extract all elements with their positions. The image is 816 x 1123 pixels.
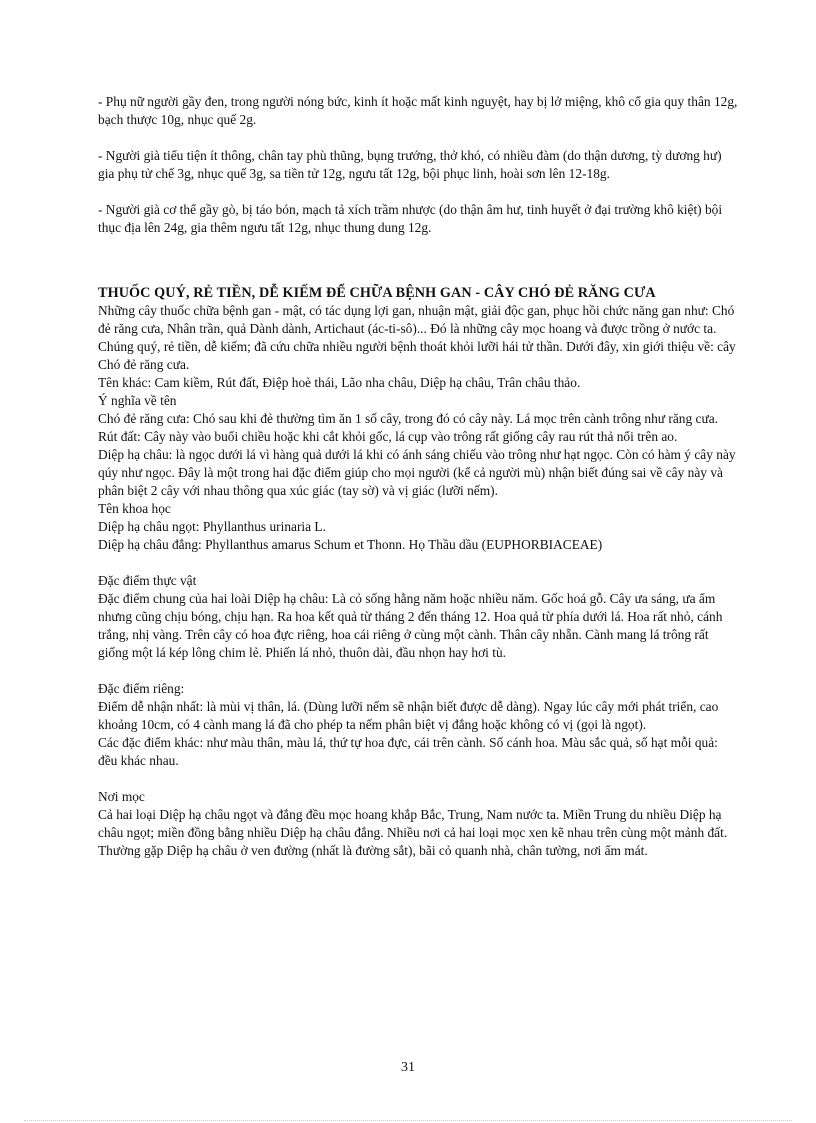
scientific-name-sweet: Diệp hạ châu ngọt: Phyllanthus urinaria L. xyxy=(98,519,326,534)
page-number: 31 xyxy=(401,1060,415,1075)
habitat-distribution: Cả hai loại Diệp hạ châu ngọt và đắng đều mọc hoang khắp Bắc, Trung, Nam nước ta. Miền Trung du nhiều Diệp hạ châu ngọt; miền đồng bằng nhiều Diệp hạ châu đắng. Nhiều nơi cả hai loại mọc xen kẽ nhau trên cùng một mảnh đất. xyxy=(98,807,728,840)
specific-easiest-point: Điểm dễ nhận nhất: là mùi vị thân, lá. (Dùng lưỡi nếm sẽ nhận biết được dễ dàng). Ngay lúc cây mới phát triển, cao khoảng 10cm, có 4 cành mang lá đã cho phép ta nếm phân biệt vị đắng hoặc không có vị (gọi là ngọt). xyxy=(98,699,719,732)
meaning-rut-dat: Rút đất: Cây này vào buổi chiều hoặc khi cắt khỏi gốc, lá cụp vào trông rất giống cây rau rút thả nổi trên ao. xyxy=(98,429,678,444)
scientific-title: Tên khoa học xyxy=(98,501,171,516)
meaning-diep-ha-chau: Diệp hạ châu: là ngọc dưới lá vì hàng quả dưới lá khi có ánh sáng chiếu vào trông như hạt ngọc. Còn có hàm ý cây này qúy như ngọc. Đây là một trong hai đặc điểm giúp cho mọi người (kể cả người mù) nhận biết đúng sai về cây này và phân biệt 2 cây với nhau thông qua xúc giác (tay sờ) và vị giác (lưỡi nếm). xyxy=(98,447,736,498)
specific-other-features: Các đặc điểm khác: như màu thân, màu lá, thứ tự hoa đực, cái trên cành. Số cánh hoa. Màu sắc quả, số hạt mỗi quả: đều khác nhau. xyxy=(98,735,718,768)
meaning-title: Ý nghĩa về tên xyxy=(98,393,177,408)
page-content xyxy=(98,93,738,860)
paragraph-elderly-urination: - Người già tiểu tiện ít thông, chân tay phù thũng, bụng trướng, thở khó, có nhiều đàm (do thận dương, tỳ dương hư) gia phụ tử chế 3g, nhục quế 3g, sa tiền tử 12g, ngưu tất 12g, bội phục linh, hoài sơn lên 12-18g. xyxy=(98,148,722,181)
intro-paragraph: Những cây thuốc chữa bệnh gan - mật, có tác dụng lợi gan, nhuận mật, giải độc gan, phục hồi chức năng gan như: Chó đẻ răng cưa, Nhân trần, quả Dành dành, Artichaut (ác-ti-sô)... Đó là những cây mọc hoang và được trồng ở nước ta. Chúng quý, rẻ tiền, dễ kiếm; đã cứu chữa nhiều người bệnh thoát khỏi lưỡi hái tử thần. Dưới đây, xin giới thiệu về: cây Chó đẻ răng cưa. xyxy=(98,303,736,372)
habitat-common-places: Thường gặp Diệp hạ châu ở ven đường (nhất là đường sắt), bãi cỏ quanh nhà, chân tường, nơi ẩm mát. xyxy=(98,843,648,858)
botany-text: Đặc điểm chung của hai loài Diệp hạ châu: Là cỏ sống hằng năm hoặc nhiều năm. Gốc hoá gỗ. Cây ưa sáng, ưa ẩm nhưng cũng chịu bóng, chịu hạn. Ra hoa kết quả từ tháng 2 đến tháng 12. Hoa quả từ phía dưới lá. Hoa rất nhỏ, cánh trắng, nhị vàng. Trên cây có hoa đực riêng, hoa cái riêng ở cùng một cành. Thân cây nhẵn. Cành mang lá trông rất giống một lá kép lông chim lẻ. Phiến lá nhỏ, thuôn dài, đầu nhọn hay hơi tù. xyxy=(98,591,723,660)
habitat-title: Nơi mọc xyxy=(98,789,145,804)
paragraph-thin-women: - Phụ nữ người gầy đen, trong người nóng bức, kinh ít hoặc mất kinh nguyệt, hay bị lở miệng, khô cổ gia quy thân 12g, bạch thược 10g, nhục quế 2g. xyxy=(98,94,738,127)
section-heading: THUỐC QUÝ, RẺ TIỀN, DỄ KIẾM ĐỂ CHỮA BỆNH GAN - CÂY CHÓ ĐẺ RĂNG CƯA xyxy=(98,285,656,301)
meaning-cho-de: Chó đẻ răng cưa: Chó sau khi đẻ thường tìm ăn 1 số cây, trong đó có cây này. Lá mọc trên cành trông như răng cưa. xyxy=(98,411,719,426)
other-names: Tên khác: Cam kiềm, Rút đất, Điệp hoè thái, Lão nha châu, Diệp hạ châu, Trân châu thảo. xyxy=(98,375,581,390)
paragraph-elderly-constipation: - Người già cơ thể gầy gò, bị táo bón, mạch tả xích trầm nhược (do thận âm hư, tinh huyết ở đại trường khô kiệt) bội thục địa lên 24g, gia thêm ngưu tất 12g, nhục thung dung 12g. xyxy=(98,202,723,235)
botany-title: Đặc điểm thực vật xyxy=(98,573,197,588)
page-bottom-divider xyxy=(24,1120,792,1121)
specific-title: Đặc điểm riêng: xyxy=(98,681,185,696)
scientific-name-bitter: Diệp hạ châu đắng: Phyllanthus amarus Schum et Thonn. Họ Thầu dầu (EUPHORBIACEAE) xyxy=(98,537,603,552)
